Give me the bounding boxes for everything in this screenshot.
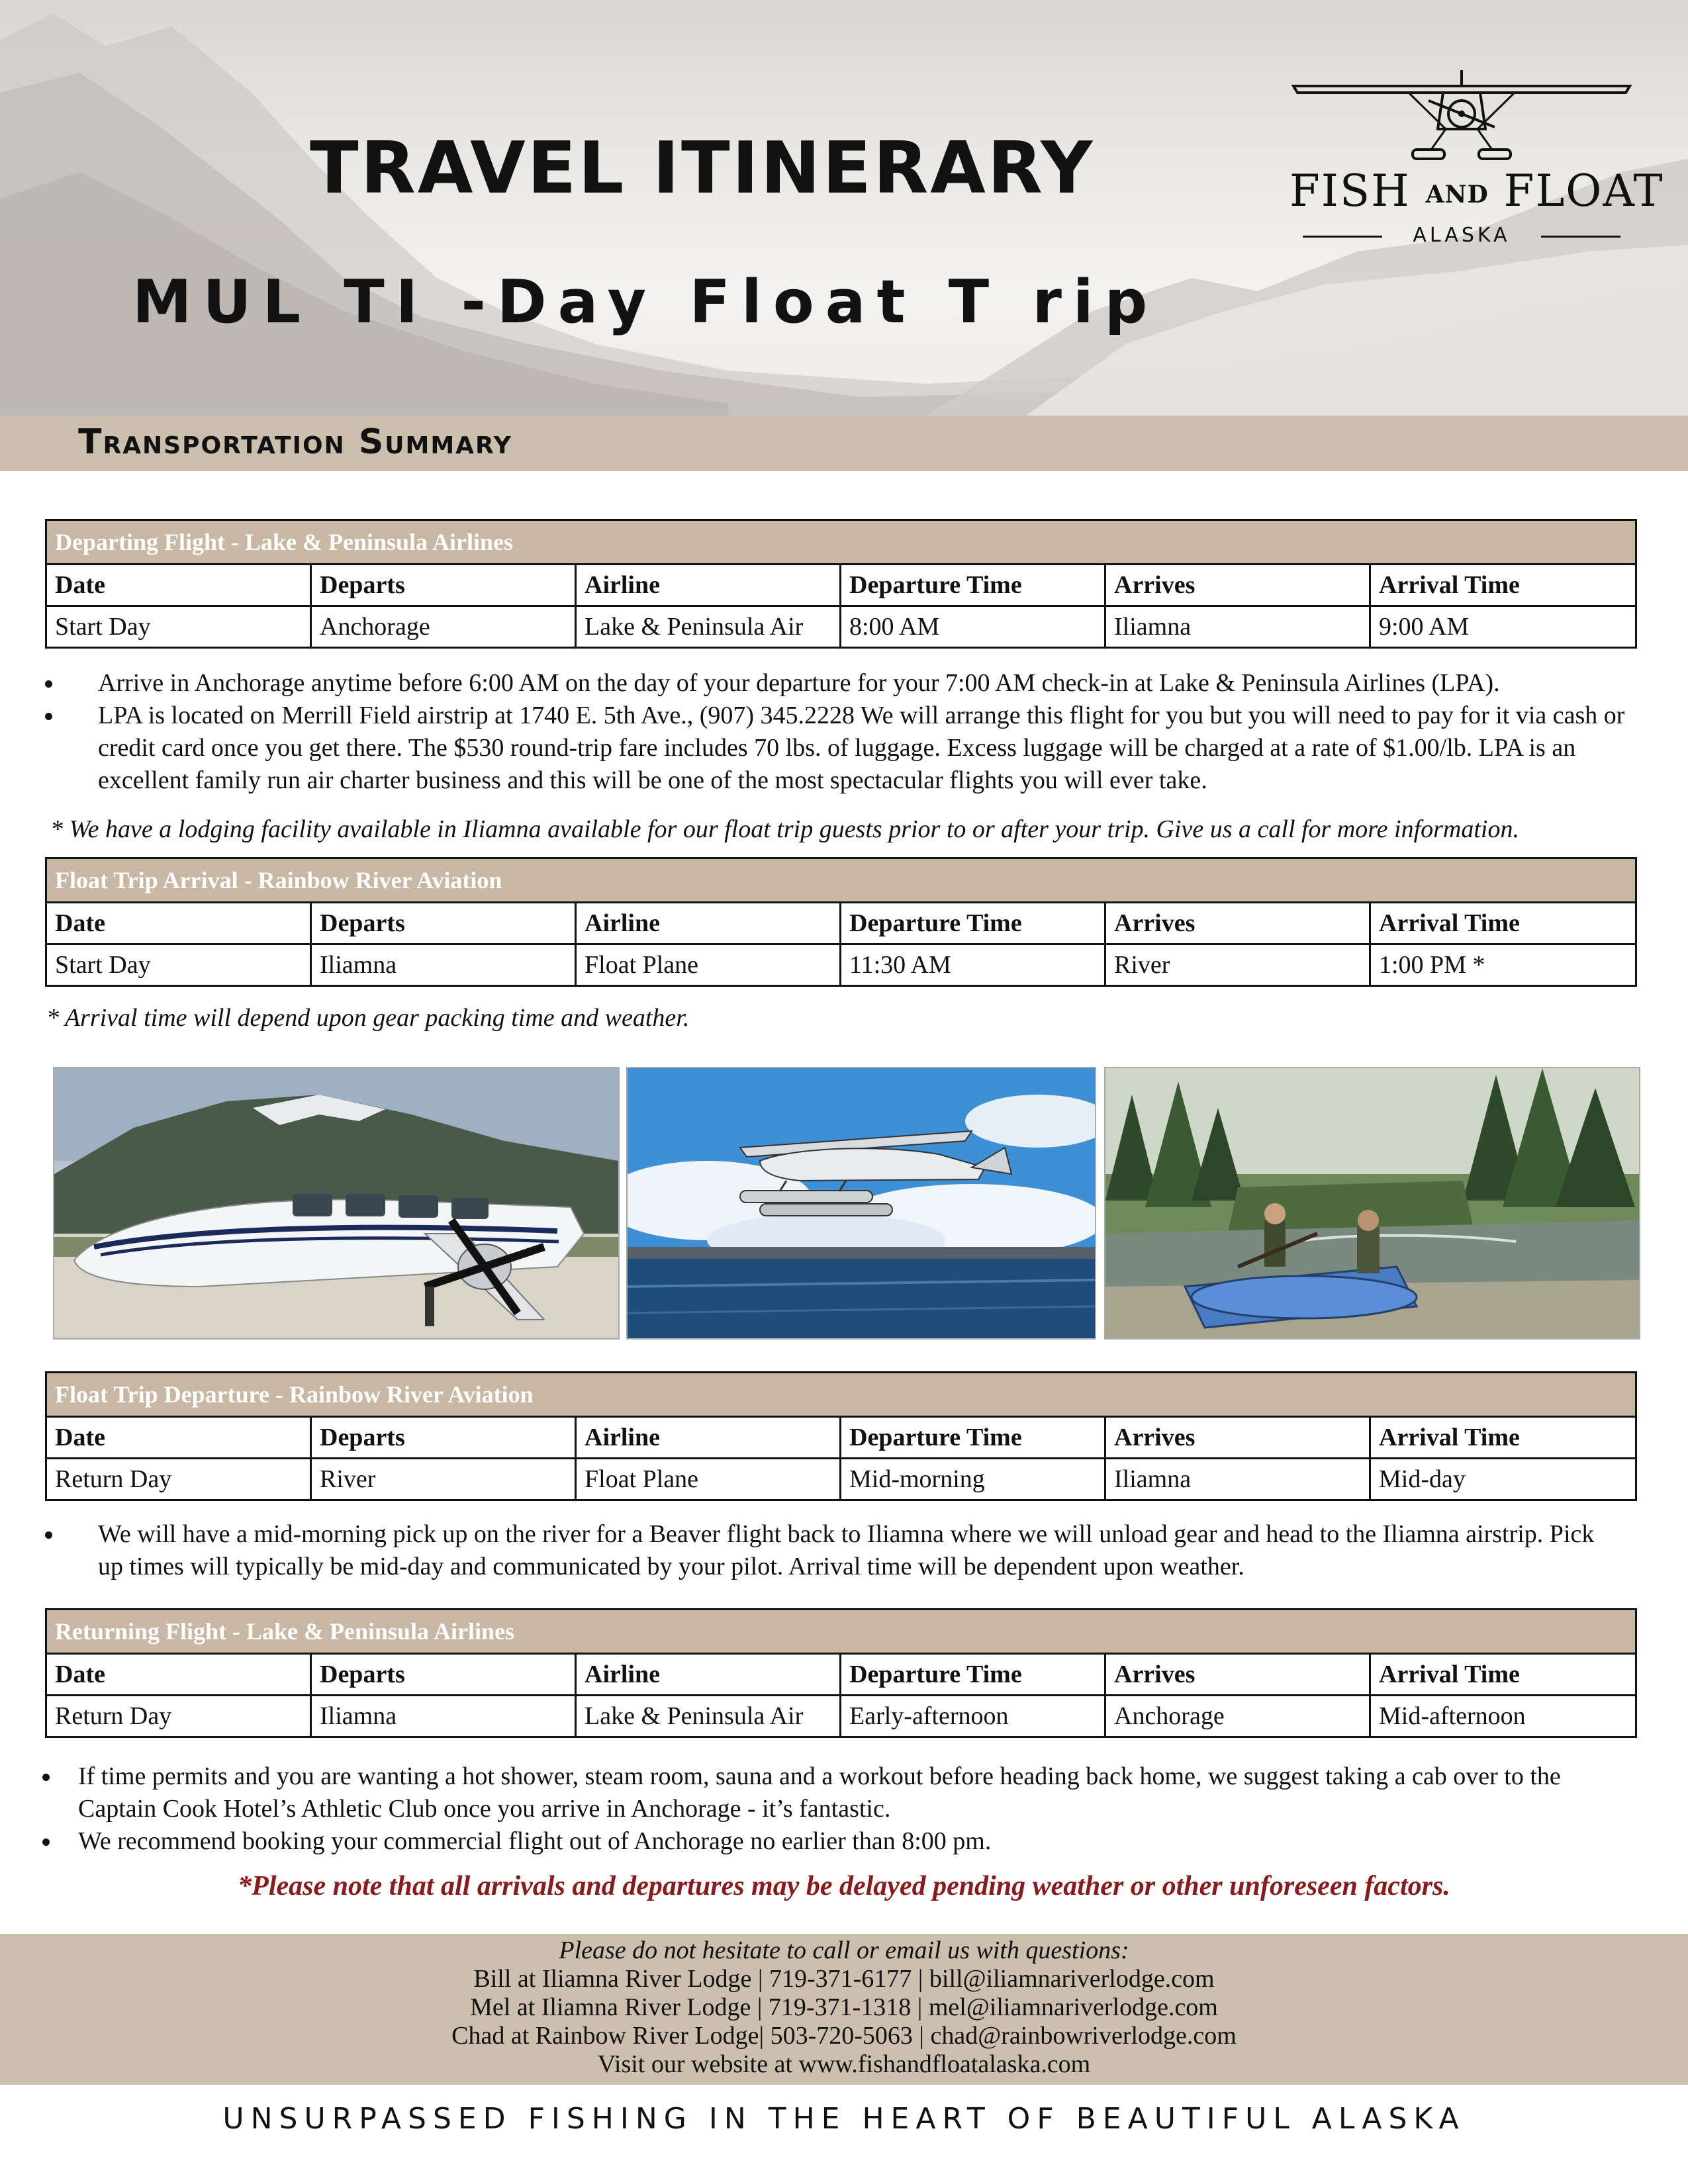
- logo-divider-right: [1541, 236, 1620, 238]
- contact-intro: Please do not hesitate to call or email us with questions:: [559, 1936, 1129, 1964]
- column-header-arrives: Arrives: [1105, 903, 1370, 944]
- cell-airline: Lake & Peninsula Air: [576, 1696, 841, 1737]
- departing-flight-table: [45, 519, 1637, 649]
- departing-flight-notes: [98, 667, 1634, 797]
- column-header-arrival-time: Arrival Time: [1370, 565, 1636, 606]
- column-header-arrives: Arrives: [1105, 1417, 1370, 1459]
- returning-flight-notes: [78, 1760, 1634, 1858]
- cell-arrives: Iliamna: [1105, 1459, 1370, 1500]
- column-header-arrival-time: Arrival Time: [1370, 1417, 1636, 1459]
- column-header-date: Date: [46, 1654, 311, 1696]
- column-header-departs: Departs: [311, 903, 576, 944]
- column-header-departure-time: Departure Time: [841, 903, 1105, 944]
- contact-line-bill: Bill at Iliamna River Lodge | 719-371-6177 | bill@iliamnariverlodge.com: [473, 1965, 1215, 1993]
- column-header-departure-time: Departure Time: [841, 565, 1105, 606]
- logo-location: ALASKA: [1413, 224, 1511, 247]
- column-header-arrival-time: Arrival Time: [1370, 903, 1636, 944]
- list-item: LPA is located on Merrill Field airstrip at 1740 E. 5th Ave., (907) 345.2228 We will arrange this flight for you but you will need to pay for it via cash or credit card once you get there. The $530 round-trip fare includes 70 lbs. of luggage. Excess luggage will be charged at a rate of $1.00/lb. LPA is an excellent family run air charter business and this will be one of the most spectacular flights you will ever take.: [98, 700, 1634, 797]
- cell-airline: Float Plane: [576, 944, 841, 986]
- cell-departure-time: 11:30 AM: [841, 944, 1105, 986]
- cell-arrival-time: Mid-afternoon: [1370, 1696, 1636, 1737]
- cell-arrival-time: 1:00 PM *: [1370, 944, 1636, 986]
- table-row: [46, 1459, 1636, 1500]
- column-header-departure-time: Departure Time: [841, 1417, 1105, 1459]
- float-arrival-table: [45, 857, 1637, 987]
- cell-arrives: River: [1105, 944, 1370, 986]
- list-item: Arrive in Anchorage anytime before 6:00 AM on the day of your departure for your 7:00 AM check-in at Lake & Peninsula Airlines (LPA).: [98, 667, 1634, 700]
- cell-arrival-time: 9:00 AM: [1370, 606, 1636, 648]
- contact-band: [0, 1934, 1688, 2085]
- floatplane-photo: [626, 1067, 1096, 1340]
- table-caption: Departing Flight - Lake & Peninsula Airlines: [46, 520, 1636, 565]
- logo-name-right: FLOAT: [1503, 165, 1664, 216]
- column-header-airline: Airline: [576, 1417, 841, 1459]
- contact-line-chad: Chad at Rainbow River Lodge| 503-720-5063 | chad@rainbowriverlodge.com: [451, 2022, 1237, 2050]
- column-header-airline: Airline: [576, 903, 841, 944]
- table-caption: Float Trip Departure - Rainbow River Aviation: [46, 1373, 1636, 1417]
- cell-departure-time: Mid-morning: [841, 1459, 1105, 1500]
- table-header-row: [46, 1417, 1636, 1459]
- document-subtitle: MUL TI -Day Float T rip: [132, 267, 1159, 337]
- table-header-row: [46, 903, 1636, 944]
- table-row: [46, 606, 1636, 648]
- cell-departs: Iliamna: [311, 944, 576, 986]
- fish-and-float-logo: [1289, 66, 1664, 251]
- cell-departs: Iliamna: [311, 1696, 576, 1737]
- column-header-date: Date: [46, 903, 311, 944]
- cell-date: Start Day: [46, 944, 311, 986]
- cell-date: Return Day: [46, 1459, 311, 1500]
- column-header-arrives: Arrives: [1105, 565, 1370, 606]
- cell-arrival-time: Mid-day: [1370, 1459, 1636, 1500]
- arrival-time-note: * Arrival time will depend upon gear packing time and weather.: [46, 1004, 690, 1032]
- logo-name-and: AND: [1425, 181, 1489, 208]
- cell-departs: Anchorage: [311, 606, 576, 648]
- table-caption: Returning Flight - Lake & Peninsula Airlines: [46, 1610, 1636, 1654]
- column-header-airline: Airline: [576, 1654, 841, 1696]
- website-line: Visit our website at www.fishandfloatalaska.com: [597, 2050, 1091, 2078]
- table-header-row: [46, 1654, 1636, 1696]
- column-header-departs: Departs: [311, 1417, 576, 1459]
- table-caption: Float Trip Arrival - Rainbow River Aviation: [46, 858, 1636, 903]
- list-item: If time permits and you are wanting a hot shower, steam room, sauna and a workout before heading back home, we suggest taking a cab over to the Captain Cook Hotel’s Athletic Club once you arrive in Anchorage - it’s fantastic.: [78, 1760, 1634, 1825]
- cell-arrives: Iliamna: [1105, 606, 1370, 648]
- column-header-arrival-time: Arrival Time: [1370, 1654, 1636, 1696]
- section-title: Transportation Summary: [78, 422, 512, 462]
- document-title: TRAVEL ITINERARY: [310, 127, 1095, 210]
- column-header-date: Date: [46, 565, 311, 606]
- column-header-date: Date: [46, 1417, 311, 1459]
- column-header-arrives: Arrives: [1105, 1654, 1370, 1696]
- column-header-departs: Departs: [311, 1654, 576, 1696]
- table-row: [46, 944, 1636, 986]
- column-header-departs: Departs: [311, 565, 576, 606]
- list-item: We will have a mid-morning pick up on the river for a Beaver flight back to Iliamna where we will unload gear and head to the Iliamna airstrip. Pick up times will typically be mid-day and communicated by your pilot. Arrival time will be dependent upon weather.: [98, 1518, 1620, 1583]
- contact-line-mel: Mel at Iliamna River Lodge | 719-371-1318 | mel@iliamnariverlodge.com: [470, 1993, 1218, 2021]
- cell-arrives: Anchorage: [1105, 1696, 1370, 1737]
- cell-airline: Lake & Peninsula Air: [576, 606, 841, 648]
- float-departure-notes: [98, 1518, 1620, 1583]
- table-header-row: [46, 565, 1636, 606]
- float-departure-table: [45, 1371, 1637, 1501]
- floatplane-icon: [1289, 66, 1634, 165]
- column-header-departure-time: Departure Time: [841, 1654, 1105, 1696]
- delay-warning: *Please note that all arrivals and departures may be delayed pending weather or other unforeseen factors.: [238, 1871, 1450, 1901]
- section-band: [0, 416, 1688, 471]
- logo-name-left: FISH: [1289, 165, 1411, 216]
- table-row: [46, 1696, 1636, 1737]
- river-raft-photo: [1104, 1067, 1640, 1340]
- column-header-airline: Airline: [576, 565, 841, 606]
- logo-wordmark: [1289, 165, 1664, 216]
- list-item: We recommend booking your commercial flight out of Anchorage no earlier than 8:00 pm.: [78, 1825, 1634, 1858]
- airplane-photo: [53, 1067, 620, 1340]
- cell-departure-time: 8:00 AM: [841, 606, 1105, 648]
- lodging-note: * We have a lodging facility available in Iliamna available for our float trip guests prior to or after your trip. Give us a call for more information.: [50, 815, 1519, 843]
- returning-flight-table: [45, 1608, 1637, 1738]
- cell-departs: River: [311, 1459, 576, 1500]
- cell-airline: Float Plane: [576, 1459, 841, 1500]
- cell-date: Start Day: [46, 606, 311, 648]
- cell-date: Return Day: [46, 1696, 311, 1737]
- footer-tagline: UNSURPASSED FISHING IN THE HEART OF BEAUTIFUL ALASKA: [222, 2102, 1466, 2136]
- cell-departure-time: Early-afternoon: [841, 1696, 1105, 1737]
